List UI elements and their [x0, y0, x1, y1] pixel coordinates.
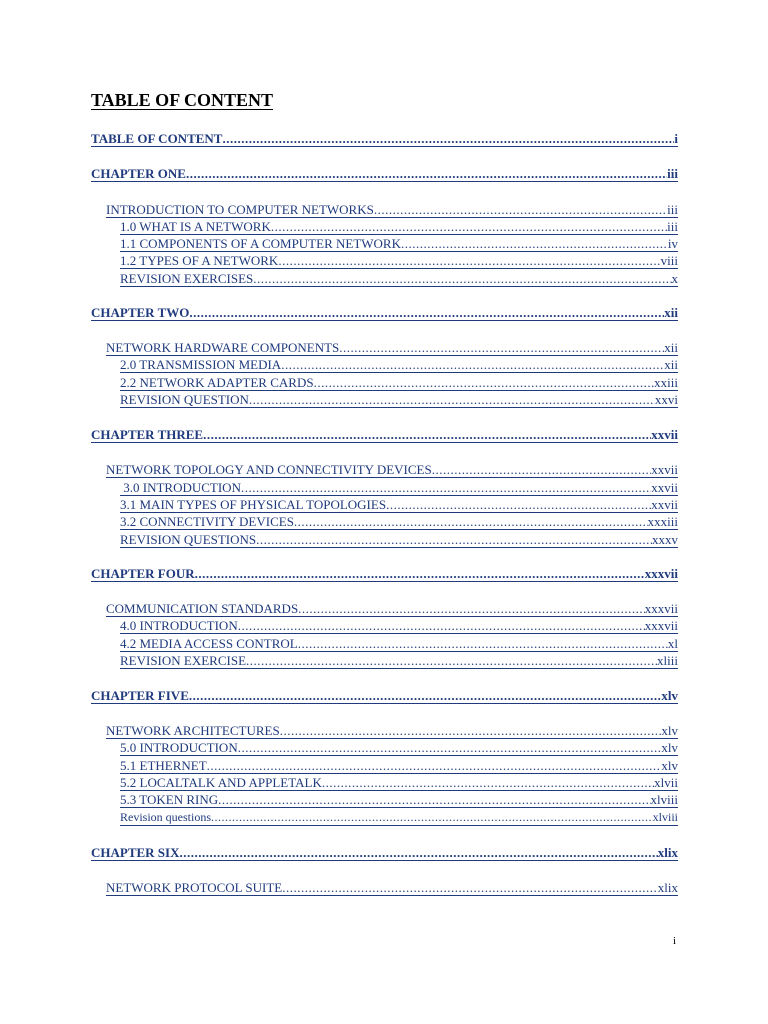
toc-entry-page: iii: [667, 219, 678, 234]
toc-chapter-link[interactable]: [91, 427, 678, 443]
toc-entry-label: CHAPTER TWO: [91, 305, 190, 320]
toc-entry-label: 5.1 ETHERNET: [120, 758, 207, 773]
toc-chapter-link[interactable]: [91, 131, 678, 147]
toc-dot-leader: [238, 740, 662, 755]
toc-entry-page: iv: [667, 236, 678, 251]
toc-section-link[interactable]: [120, 375, 678, 391]
toc-entry-label: CHAPTER FIVE: [91, 688, 189, 703]
toc-entry-label: 1.0 WHAT IS A NETWORK: [120, 219, 271, 234]
toc-dot-leader: [314, 375, 655, 390]
toc-dot-leader: [211, 810, 653, 825]
toc-section-link[interactable]: [120, 271, 678, 287]
toc-entry-label: 5.3 TOKEN RING: [120, 792, 219, 807]
toc-section-link[interactable]: [120, 532, 678, 548]
toc-entry-page: xxvii: [651, 497, 678, 512]
toc-dot-leader: [322, 775, 654, 790]
toc-entry-page: xxiii: [654, 375, 678, 390]
toc-entry-page: xxxvii: [644, 618, 678, 633]
toc-chapter-link[interactable]: [91, 688, 678, 704]
toc-dot-leader: [432, 462, 652, 477]
toc-entry-page: xlv: [661, 758, 678, 773]
toc-entry-label: 2.0 TRANSMISSION MEDIA: [120, 357, 282, 372]
toc-entry-label: Revision questions: [120, 810, 212, 824]
toc-entry-page: xlv: [661, 688, 678, 703]
toc-entry-label: NETWORK PROTOCOL SUITE: [106, 880, 283, 895]
toc-dot-leader: [271, 219, 667, 234]
toc-entry-label: NETWORK HARDWARE COMPONENTS: [106, 340, 340, 355]
toc-dot-leader: [253, 271, 671, 286]
toc-chapter-link[interactable]: [91, 166, 678, 182]
toc-entry-page: xl: [667, 636, 678, 651]
toc-section-link[interactable]: [120, 740, 678, 756]
toc-section-link[interactable]: [120, 653, 678, 669]
toc-dot-leader: [256, 532, 652, 547]
toc-section-link[interactable]: [120, 514, 678, 530]
toc-section-link[interactable]: [106, 601, 678, 617]
toc-entry-label: TABLE OF CONTENT: [91, 131, 223, 146]
toc-entry-page: x: [671, 271, 678, 286]
toc-section-link[interactable]: [120, 618, 678, 634]
toc-dot-leader: [246, 653, 657, 668]
toc-entry-page: xxxvii: [644, 566, 678, 581]
toc-entry-label: 3.1 MAIN TYPES OF PHYSICAL TOPOLOGIES: [120, 497, 387, 512]
toc-entry-label: COMMUNICATION STANDARDS: [106, 601, 299, 616]
toc-dot-leader: [339, 340, 664, 355]
toc-entry-label: 4.0 INTRODUCTION: [120, 618, 238, 633]
toc-entry-page: xxxvii: [644, 601, 678, 616]
toc-chapter-link[interactable]: [91, 305, 678, 321]
toc-entry-page: xlix: [657, 880, 678, 895]
toc-dot-leader: [282, 880, 658, 895]
toc-entry-label: 2.2 NETWORK ADAPTER CARDS: [120, 375, 314, 390]
page-number: i: [673, 935, 677, 947]
toc-entry-page: xxvii: [651, 427, 678, 442]
toc-entry-page: xxxiii: [647, 514, 678, 529]
toc-section-link[interactable]: [106, 340, 678, 356]
toc-dot-leader: [281, 357, 664, 372]
toc-dot-leader: [195, 566, 645, 581]
toc-dot-leader: [218, 792, 650, 807]
toc-entry-page: xxvii: [651, 462, 678, 477]
toc-dot-leader: [278, 253, 660, 268]
toc-section-link[interactable]: [106, 462, 678, 478]
toc-entry-page: xlviii: [652, 810, 678, 824]
toc-entry-page: xxxv: [652, 532, 678, 547]
toc-entry-label: 5.2 LOCALTALK AND APPLETALK: [120, 775, 322, 790]
toc-entry-label: REVISION EXERCISE: [120, 653, 247, 668]
toc-dot-leader: [241, 480, 651, 495]
toc-dot-leader: [401, 236, 668, 251]
toc-dot-leader: [294, 514, 648, 529]
toc-dot-leader: [298, 601, 645, 616]
toc-entry-page: xii: [664, 305, 678, 320]
toc-entry-label: 3.2 CONNECTIVITY DEVICES: [120, 514, 294, 529]
toc-section-link[interactable]: [120, 758, 678, 774]
toc-section-link[interactable]: [120, 357, 678, 373]
toc-dot-leader: [280, 723, 662, 738]
toc-entry-label: 5.0 INTRODUCTION: [120, 740, 238, 755]
toc-entry-page: xii: [664, 357, 678, 372]
page-title: TABLE OF CONTENT: [91, 90, 274, 110]
toc-section-link[interactable]: [120, 636, 678, 652]
toc-dot-leader: [189, 688, 662, 703]
toc-entry-page: xlix: [657, 845, 678, 860]
toc-dot-leader: [186, 166, 667, 181]
toc-section-link[interactable]: [120, 497, 678, 513]
toc-entry-page: i: [674, 131, 678, 146]
toc-dot-leader: [249, 392, 655, 407]
toc-entry-label: REVISION EXERCISES: [120, 271, 254, 286]
toc-dot-leader: [386, 497, 651, 512]
toc-entry-label: CHAPTER THREE: [91, 427, 204, 442]
toc-entry-label: 3.0 INTRODUCTION: [120, 480, 241, 495]
toc-entry-label: 1.1 COMPONENTS OF A COMPUTER NETWORK: [120, 236, 401, 251]
toc-dot-leader: [180, 845, 658, 860]
toc-entry-label: 4.2 MEDIA ACCESS CONTROL: [120, 636, 298, 651]
toc-entry-label: INTRODUCTION TO COMPUTER NETWORKS: [106, 202, 374, 217]
toc-section-link[interactable]: [106, 723, 678, 739]
toc-chapter-link[interactable]: [91, 845, 678, 861]
toc-entry-page: xxvii: [651, 480, 678, 495]
toc-section-link[interactable]: [106, 202, 678, 218]
toc-entry-page: iii: [667, 202, 678, 217]
toc-entry-label: NETWORK TOPOLOGY AND CONNECTIVITY DEVICES: [106, 462, 432, 477]
toc-entry-page: xliii: [657, 653, 678, 668]
toc-entry-page: iii: [667, 166, 678, 181]
toc-section-link[interactable]: [120, 236, 678, 252]
toc-entry-page: viii: [660, 253, 678, 268]
toc-dot-leader: [238, 618, 645, 633]
toc-entry-label: REVISION QUESTION: [120, 392, 249, 407]
toc-entry-page: xii: [664, 340, 678, 355]
toc-section-link[interactable]: [120, 392, 678, 408]
toc-entry-page: xlvii: [654, 775, 678, 790]
toc-entry-label: 1.2 TYPES OF A NETWORK: [120, 253, 279, 268]
toc-section-link[interactable]: [120, 219, 678, 235]
toc-dot-leader: [298, 636, 668, 651]
toc-section-link[interactable]: [120, 775, 678, 791]
toc-entry-page: xxvi: [654, 392, 678, 407]
toc-dot-leader: [203, 427, 651, 442]
toc-entry-label: CHAPTER FOUR: [91, 566, 195, 581]
toc-dot-leader: [189, 305, 664, 320]
toc-entry-page: xlv: [661, 740, 678, 755]
toc-entry-label: NETWORK ARCHITECTURES: [106, 723, 280, 738]
toc-dot-leader: [207, 758, 662, 773]
toc-entry-label: CHAPTER ONE: [91, 166, 186, 181]
toc-entry-label: REVISION QUESTIONS: [120, 532, 257, 547]
toc-dot-leader: [374, 202, 667, 217]
toc-entry-label: CHAPTER SIX: [91, 845, 180, 860]
toc-section-link[interactable]: [120, 480, 678, 496]
toc-section-link[interactable]: [120, 253, 678, 269]
toc-dot-leader: [222, 131, 674, 146]
toc-section-link[interactable]: [106, 880, 678, 896]
toc-section-link[interactable]: [120, 810, 678, 826]
toc-entry-page: xlviii: [650, 792, 678, 807]
toc-section-link[interactable]: [120, 792, 678, 808]
toc-entry-page: xlv: [661, 723, 678, 738]
toc-chapter-link[interactable]: [91, 566, 678, 582]
